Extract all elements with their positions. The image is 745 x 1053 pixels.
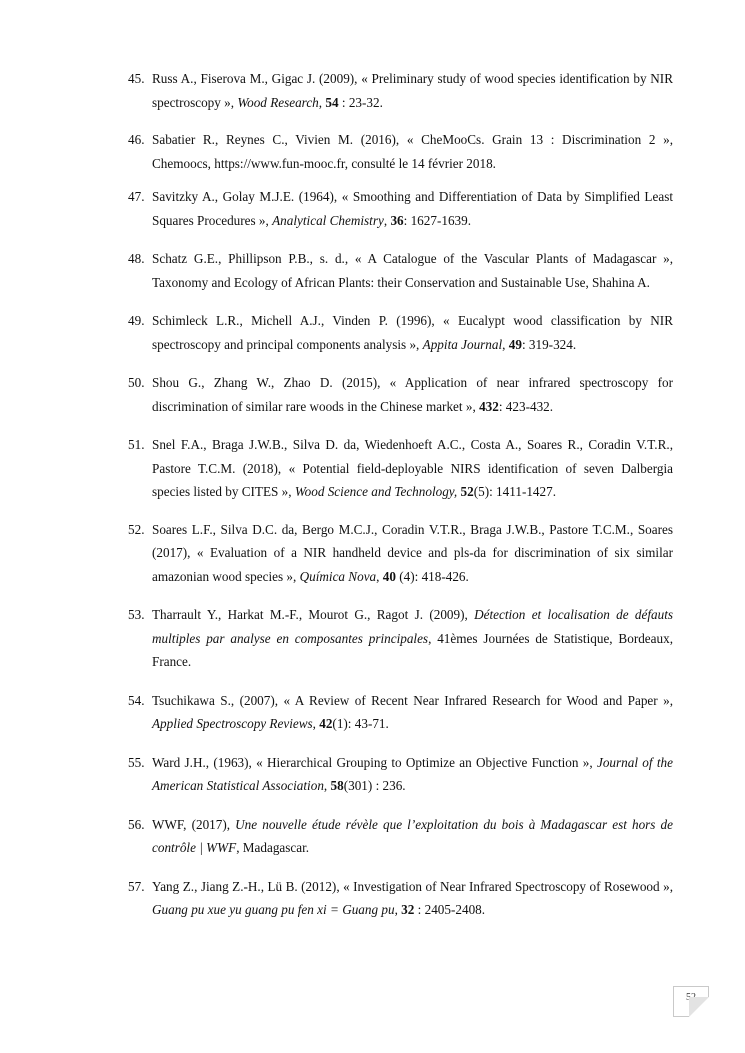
reference-number: 55. <box>128 754 145 770</box>
reference-text: Savitzky A., Golay M.J.E. (1964), « Smoothing and Differentiation of Data by Simplified Least Squares Procedures », Analytical Chemistry, 36: 1627-1639. <box>152 189 673 228</box>
reference-number: 56. <box>128 816 145 832</box>
reference-number: 51. <box>128 437 145 452</box>
reference-number: 48. <box>128 251 145 266</box>
reference-text: Ward J.H., (1963), « Hierarchical Grouping to Optimize an Objective Function », Journal of the American Statistical Association, 58(301) : 236. <box>152 754 673 793</box>
reference-item <box>128 603 673 674</box>
reference-item <box>128 433 673 504</box>
reference-text: Yang Z., Jiang Z.-H., Lü B. (2012), « Investigation of Near Infrared Spectroscopy of Rosewood », Guang pu xue yu guang pu fen xi = Guang pu, 32 : 2405-2408. <box>152 878 673 917</box>
reference-item <box>128 518 673 589</box>
reference-item <box>128 309 673 356</box>
reference-number: 53. <box>128 607 145 622</box>
reference-item <box>128 185 673 232</box>
reference-item <box>128 67 673 114</box>
reference-number: 52. <box>128 521 145 537</box>
reference-item <box>128 875 673 922</box>
reference-item <box>128 689 673 736</box>
reference-text: Russ A., Fiserova M., Gigac J. (2009), « Preliminary study of wood species identification by NIR spectroscopy », Wood Research, 54 : 23-32. <box>152 71 673 110</box>
reference-number: 50. <box>128 375 145 390</box>
reference-text: WWF, (2017), Une nouvelle étude révèle que l’exploitation du bois à Madagascar est hors de contrôle | WWF, Madagascar. <box>152 816 673 855</box>
reference-text: Shou G., Zhang W., Zhao D. (2015), « Application of near infrared spectroscopy for discrimination of similar rare woods in the Chinese market », 432: 423-432. <box>152 375 673 414</box>
reference-item <box>128 371 673 418</box>
reference-number: 47. <box>128 189 145 204</box>
reference-text: Tsuchikawa S., (2007), « A Review of Recent Near Infrared Research for Wood and Paper », Applied Spectroscopy Reviews, 42(1): 43-71. <box>152 692 673 731</box>
reference-item <box>128 751 673 798</box>
reference-text: Soares L.F., Silva D.C. da, Bergo M.C.J., Coradin V.T.R., Braga J.W.B., Pastore T.C.M., Soares (2017), « Evaluation of a NIR handheld device and pls-da for discrimination of six similar amazonian wood species », Química Nova, 40 (4): 418-426. <box>152 521 673 584</box>
reference-number: 46. <box>128 132 145 147</box>
reference-text: Schatz G.E., Phillipson P.B., s. d., « A Catalogue of the Vascular Plants of Madagascar », Taxonomy and Ecology of African Plants: their Conservation and Sustainable Use, Shahina A. <box>152 251 673 290</box>
reference-number: 57. <box>128 878 145 894</box>
reference-number: 45. <box>128 71 145 86</box>
page-curl-icon <box>689 997 709 1017</box>
page-number: 52 <box>686 992 696 1003</box>
reference-item <box>128 128 673 175</box>
reference-number: 49. <box>128 313 145 328</box>
reference-text: Sabatier R., Reynes C., Vivien M. (2016), « CheMooCs. Grain 13 : Discrimination 2 », Chemoocs, https://www.fun-mooc.fr, consulté le 14 février 2018. <box>152 132 673 171</box>
reference-item <box>128 813 673 860</box>
reference-number: 54. <box>128 692 145 708</box>
page-number-box <box>673 986 709 1017</box>
reference-text: Schimleck L.R., Michell A.J., Vinden P. (1996), « Eucalypt wood classification by NIR spectroscopy and principal components analysis », Appita Journal, 49: 319-324. <box>152 313 673 352</box>
reference-item <box>128 247 673 294</box>
reference-text: Snel F.A., Braga J.W.B., Silva D. da, Wiedenhoeft A.C., Costa A., Soares R., Coradin V.T.R., Pastore T.C.M. (2018), « Potential field-deployable NIRS identification of seven Dalbergia species listed by CITES », Wood Science and Technology, 52(5): 1411-1427. <box>152 437 673 499</box>
reference-list <box>128 67 673 922</box>
reference-text: Tharrault Y., Harkat M.-F., Mourot G., Ragot J. (2009), Détection et localisation de défauts multiples par analyse en composantes principales, 41èmes Journées de Statistique, Bordeaux, France. <box>152 607 673 669</box>
